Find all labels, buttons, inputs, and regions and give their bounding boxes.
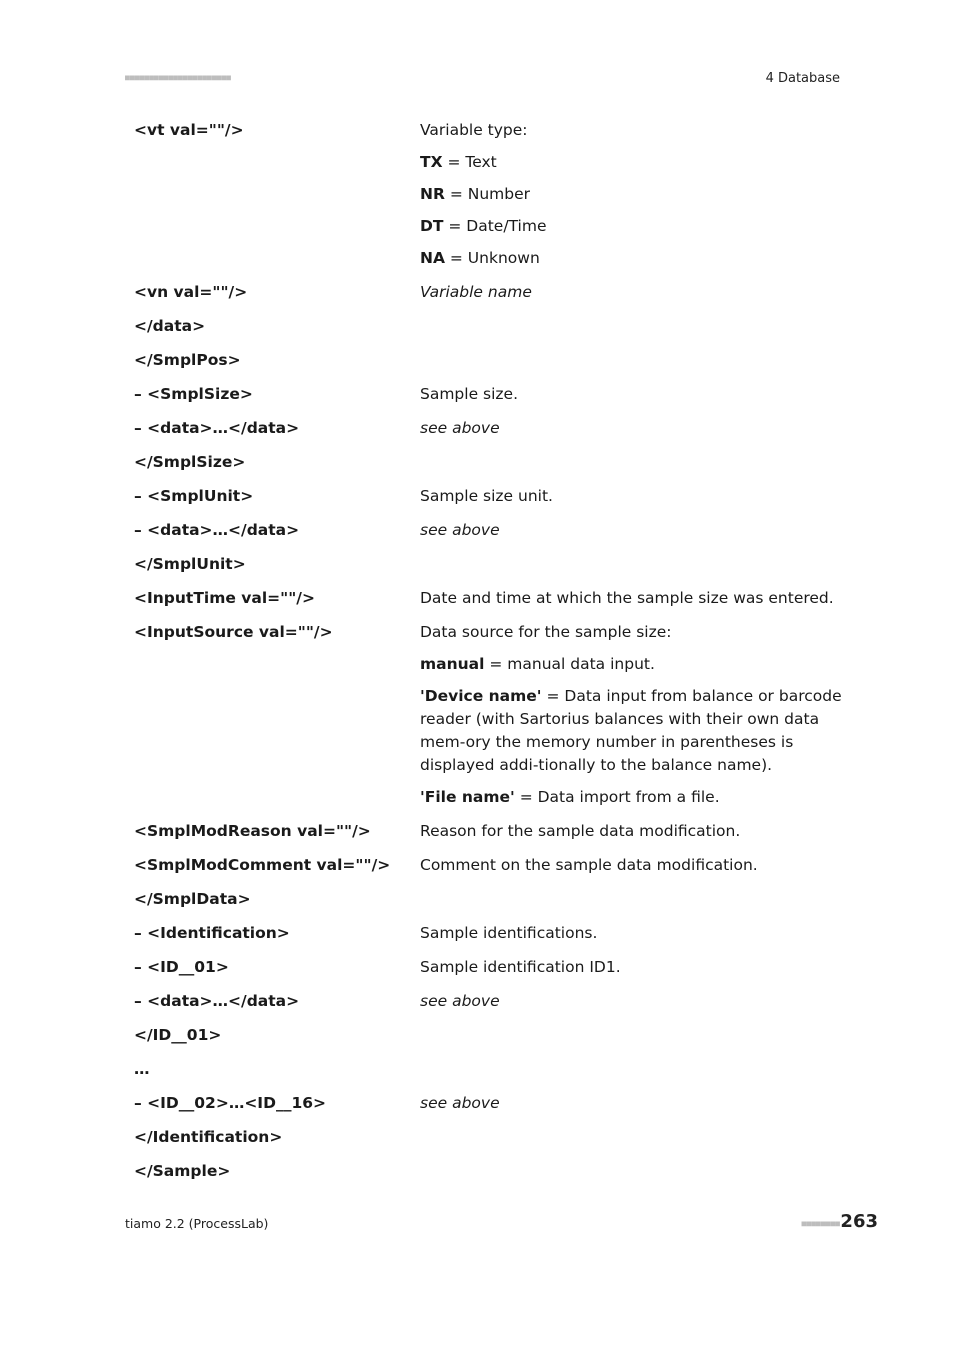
element-tag <box>134 347 420 381</box>
table-row <box>134 1124 846 1158</box>
element-description <box>420 483 846 517</box>
element-tag <box>134 381 420 415</box>
element-tag <box>134 449 420 483</box>
description-text: = Data import from a file. <box>514 788 720 806</box>
table-row <box>134 1056 846 1090</box>
element-tag <box>134 818 420 852</box>
element-tag <box>134 1022 420 1056</box>
element-description <box>420 1124 846 1158</box>
term-label: TX <box>420 153 443 171</box>
element-description <box>420 415 846 449</box>
element-description <box>420 954 846 988</box>
element-description <box>420 886 846 920</box>
element-tag-text: <InputSource val=""/> <box>134 623 333 641</box>
element-description <box>420 347 846 381</box>
element-description <box>420 551 846 585</box>
table-row <box>134 988 846 1022</box>
element-description <box>420 988 846 1022</box>
description-text: Variable name <box>420 283 532 301</box>
description-paragraph <box>420 151 846 174</box>
chapter-title: 4 Database <box>765 71 840 86</box>
element-tag-text: </ID__01> <box>134 1026 222 1044</box>
element-tag <box>134 517 420 551</box>
description-text: = Number <box>444 185 531 203</box>
element-tag-text: – <SmplUnit> <box>134 487 254 505</box>
table-row <box>134 1022 846 1056</box>
element-tag <box>134 313 420 347</box>
element-tag-text: <SmplModReason val=""/> <box>134 822 371 840</box>
table-row <box>134 381 846 415</box>
table-row <box>134 619 846 818</box>
description-text: Sample identifications. <box>420 924 598 942</box>
term-label: NA <box>420 249 445 267</box>
element-description <box>420 1022 846 1056</box>
description-text: Date and time at which the sample size was entered. <box>420 589 834 607</box>
element-tag-text: … <box>134 1060 150 1078</box>
table-row <box>134 954 846 988</box>
description-text: Comment on the sample data modification. <box>420 856 758 874</box>
element-description <box>420 1158 846 1192</box>
footer-decoration: ■■■■■■■■ <box>801 1219 840 1228</box>
element-tag <box>134 920 420 954</box>
element-tag <box>134 551 420 585</box>
description-text: see above <box>420 419 500 437</box>
element-tag <box>134 1090 420 1124</box>
description-paragraph <box>420 247 846 270</box>
description-paragraph <box>420 820 846 843</box>
element-tag-text: – <data>…</data> <box>134 992 300 1010</box>
element-tag <box>134 852 420 886</box>
element-tag-text: </Sample> <box>134 1162 231 1180</box>
description-paragraph <box>420 519 846 542</box>
description-text: = Unknown <box>444 249 540 267</box>
element-tag-text: <InputTime val=""/> <box>134 589 315 607</box>
element-tag <box>134 886 420 920</box>
element-tag-text: – <ID__01> <box>134 958 229 976</box>
term-label: 'File name' <box>420 788 515 806</box>
element-tag-text: </SmplPos> <box>134 351 241 369</box>
footer-product: tiamo 2.2 (ProcessLab) <box>125 1216 269 1231</box>
description-paragraph <box>420 786 846 809</box>
description-paragraph <box>420 685 846 777</box>
table-row <box>134 818 846 852</box>
element-tag-text: – <data>…</data> <box>134 521 300 539</box>
description-paragraph <box>420 621 846 644</box>
element-tag-text: – <SmplSize> <box>134 385 253 403</box>
element-tag <box>134 483 420 517</box>
element-description <box>420 1056 846 1090</box>
description-text: Sample size unit. <box>420 487 553 505</box>
description-paragraph <box>420 587 846 610</box>
element-description <box>420 585 846 619</box>
description-text: = manual data input. <box>484 655 655 673</box>
description-text: Variable type: <box>420 121 528 139</box>
element-tag-text: </data> <box>134 317 206 335</box>
term-label: NR <box>420 185 445 203</box>
element-tag <box>134 619 420 818</box>
description-paragraph <box>420 417 846 440</box>
definition-table <box>134 117 846 1192</box>
element-description <box>420 852 846 886</box>
term-label: manual <box>420 655 485 673</box>
table-row <box>134 1090 846 1124</box>
description-text: Reason for the sample data modification. <box>420 822 741 840</box>
element-tag <box>134 1158 420 1192</box>
description-paragraph <box>420 653 846 676</box>
table-row <box>134 920 846 954</box>
term-label: 'Device name' <box>420 687 542 705</box>
table-row <box>134 415 846 449</box>
term-label: DT <box>420 217 444 235</box>
table-row <box>134 483 846 517</box>
description-paragraph <box>420 922 846 945</box>
element-description <box>420 920 846 954</box>
description-text: see above <box>420 992 500 1010</box>
element-tag <box>134 415 420 449</box>
table-row <box>134 852 846 886</box>
element-tag-text: </SmplUnit> <box>134 555 246 573</box>
description-text: = Text <box>442 153 497 171</box>
description-text: Sample identification ID1. <box>420 958 621 976</box>
element-tag-text: <vt val=""/> <box>134 121 244 139</box>
element-description <box>420 313 846 347</box>
description-paragraph <box>420 383 846 406</box>
element-tag-text: – <Identification> <box>134 924 290 942</box>
element-tag-text: <SmplModComment val=""/> <box>134 856 391 874</box>
element-tag-text: – <ID__02>…<ID__16> <box>134 1094 327 1112</box>
element-description <box>420 449 846 483</box>
element-tag-text: – <data>…</data> <box>134 419 300 437</box>
element-description <box>420 117 846 279</box>
description-paragraph <box>420 485 846 508</box>
description-paragraph <box>420 1092 846 1115</box>
element-tag <box>134 279 420 313</box>
element-tag <box>134 1124 420 1158</box>
element-description <box>420 1090 846 1124</box>
element-tag <box>134 988 420 1022</box>
element-description <box>420 818 846 852</box>
description-text: = Data input from balance or barcode reader (with Sartorius balances with their own data mem-ory the memory number in parentheses is displayed addi-tionally to the balance name). <box>420 687 842 774</box>
description-paragraph <box>420 956 846 979</box>
element-tag-text: </Identification> <box>134 1128 283 1146</box>
table-row <box>134 517 846 551</box>
description-text: see above <box>420 521 500 539</box>
table-row <box>134 117 846 279</box>
header-decoration: ■■■■■■■■■■■■■■■■■■■■■■ <box>125 73 231 82</box>
description-paragraph <box>420 215 846 238</box>
table-row <box>134 313 846 347</box>
table-row <box>134 347 846 381</box>
element-tag <box>134 585 420 619</box>
table-row <box>134 449 846 483</box>
element-description <box>420 517 846 551</box>
element-tag <box>134 954 420 988</box>
table-row <box>134 585 846 619</box>
description-paragraph <box>420 990 846 1013</box>
element-tag <box>134 1056 420 1090</box>
table-row <box>134 886 846 920</box>
element-description <box>420 381 846 415</box>
element-tag-text: </SmplData> <box>134 890 251 908</box>
description-text: = Date/Time <box>443 217 547 235</box>
description-text: see above <box>420 1094 500 1112</box>
description-text: Sample size. <box>420 385 519 403</box>
table-row <box>134 279 846 313</box>
element-tag <box>134 117 420 279</box>
table-row <box>134 1158 846 1192</box>
description-paragraph <box>420 854 846 877</box>
element-description <box>420 619 846 818</box>
element-tag-text: </SmplSize> <box>134 453 246 471</box>
element-tag-text: <vn val=""/> <box>134 283 248 301</box>
table-row <box>134 551 846 585</box>
description-paragraph <box>420 119 846 142</box>
element-description <box>420 279 846 313</box>
description-paragraph <box>420 281 846 304</box>
page-number: 263 <box>840 1211 878 1232</box>
description-paragraph <box>420 183 846 206</box>
description-text: Data source for the sample size: <box>420 623 672 641</box>
